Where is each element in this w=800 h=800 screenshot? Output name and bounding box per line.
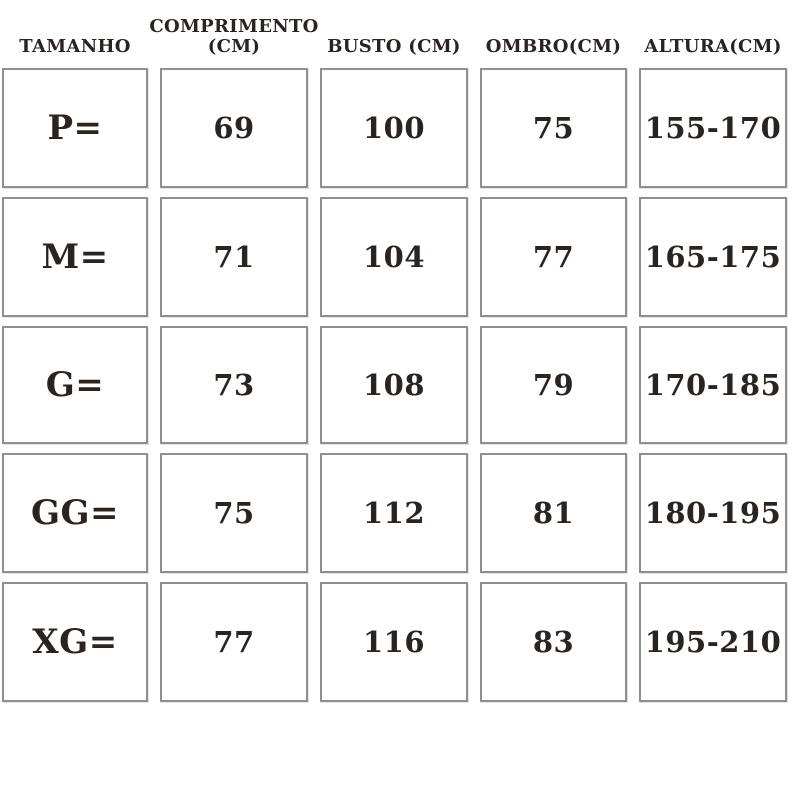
cell-comprimento-g: 73 bbox=[160, 326, 308, 444]
cell-ombro-p: 75 bbox=[480, 68, 627, 188]
cell-comprimento-xg: 77 bbox=[160, 582, 308, 702]
cell-ombro-g: 79 bbox=[480, 326, 627, 444]
cell-size-p: P= bbox=[2, 68, 148, 188]
cell-altura-xg: 195-210 bbox=[639, 582, 787, 702]
column-header-ombro: OMBRO(CM) bbox=[485, 36, 622, 58]
cell-size-m: M= bbox=[2, 197, 148, 317]
cell-altura-gg: 180-195 bbox=[639, 453, 787, 573]
cell-comprimento-gg: 75 bbox=[160, 453, 308, 573]
column-header-tamanho: TAMANHO bbox=[19, 36, 131, 58]
cell-comprimento-m: 71 bbox=[160, 197, 308, 317]
cell-comprimento-p: 69 bbox=[160, 68, 308, 188]
cell-busto-gg: 112 bbox=[320, 453, 468, 573]
size-chart-table bbox=[2, 0, 800, 702]
column-header-busto: BUSTO (CM) bbox=[327, 36, 461, 58]
cell-ombro-m: 77 bbox=[480, 197, 627, 317]
cell-busto-xg: 116 bbox=[320, 582, 468, 702]
column-header-comprimento: COMPRIMENTO (CM) bbox=[149, 15, 319, 58]
cell-busto-m: 104 bbox=[320, 197, 468, 317]
cell-busto-g: 108 bbox=[320, 326, 468, 444]
cell-size-g: G= bbox=[2, 326, 148, 444]
cell-ombro-xg: 83 bbox=[480, 582, 627, 702]
cell-busto-p: 100 bbox=[320, 68, 468, 188]
cell-size-gg: GG= bbox=[2, 453, 148, 573]
cell-size-xg: XG= bbox=[2, 582, 148, 702]
cell-altura-p: 155-170 bbox=[639, 68, 787, 188]
cell-ombro-gg: 81 bbox=[480, 453, 627, 573]
column-header-altura: ALTURA(CM) bbox=[644, 36, 782, 58]
cell-altura-m: 165-175 bbox=[639, 197, 787, 317]
cell-altura-g: 170-185 bbox=[639, 326, 787, 444]
